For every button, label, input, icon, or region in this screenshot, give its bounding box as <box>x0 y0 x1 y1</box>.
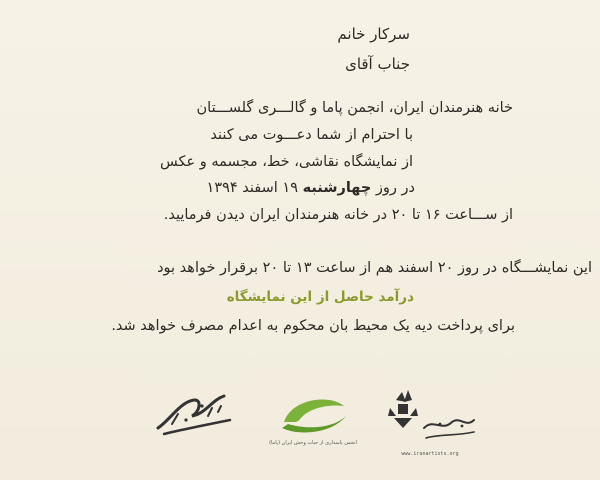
exhibition-line: از نمایشگاه نقاشی، خط، مجسمه و عکس <box>160 154 413 170</box>
time-venue-line: از ســـاعت ۱۶ تا ۲۰ در خانه هنرمندان ایران دیدن فرمایید. <box>163 207 513 223</box>
salutation-female: سرکار خانم <box>337 25 410 43</box>
date-rest: ۱۹ اسفند ۱۳۹۴ <box>206 180 298 196</box>
logos-row <box>0 388 600 468</box>
invite-line: با احترام از شما دعـــوت می کنند <box>210 127 413 143</box>
salutation-male: جناب آقای <box>345 55 410 73</box>
pama-caption: انجمن پاسداری از حیات وحش ایران (پاما) <box>269 440 357 446</box>
date-line <box>207 178 415 198</box>
date-day: چهارشنبه <box>302 180 372 196</box>
proceeds-text: برای پرداخت دیه یک محیط بان محکوم به اعدام مصرف خواهد شد. <box>111 318 515 334</box>
date-prefix: در روز <box>375 180 415 196</box>
golestan-gallery-logo <box>150 390 240 440</box>
house-url: www.iranartists.org <box>401 451 459 457</box>
extra-day-line: این نمایشـــگاه در روز ۲۰ اسفند هم از ساعت ۱۳ تا ۲۰ برقرار خواهد بود <box>157 260 592 276</box>
iranian-artists-house-logo <box>380 388 480 458</box>
host-line: خانه هنرمندان ایران، انجمن پاما و گالـــری گلســـتان <box>196 100 513 116</box>
proceeds-heading: درآمد حاصل از این نمایشگاه <box>226 289 414 305</box>
